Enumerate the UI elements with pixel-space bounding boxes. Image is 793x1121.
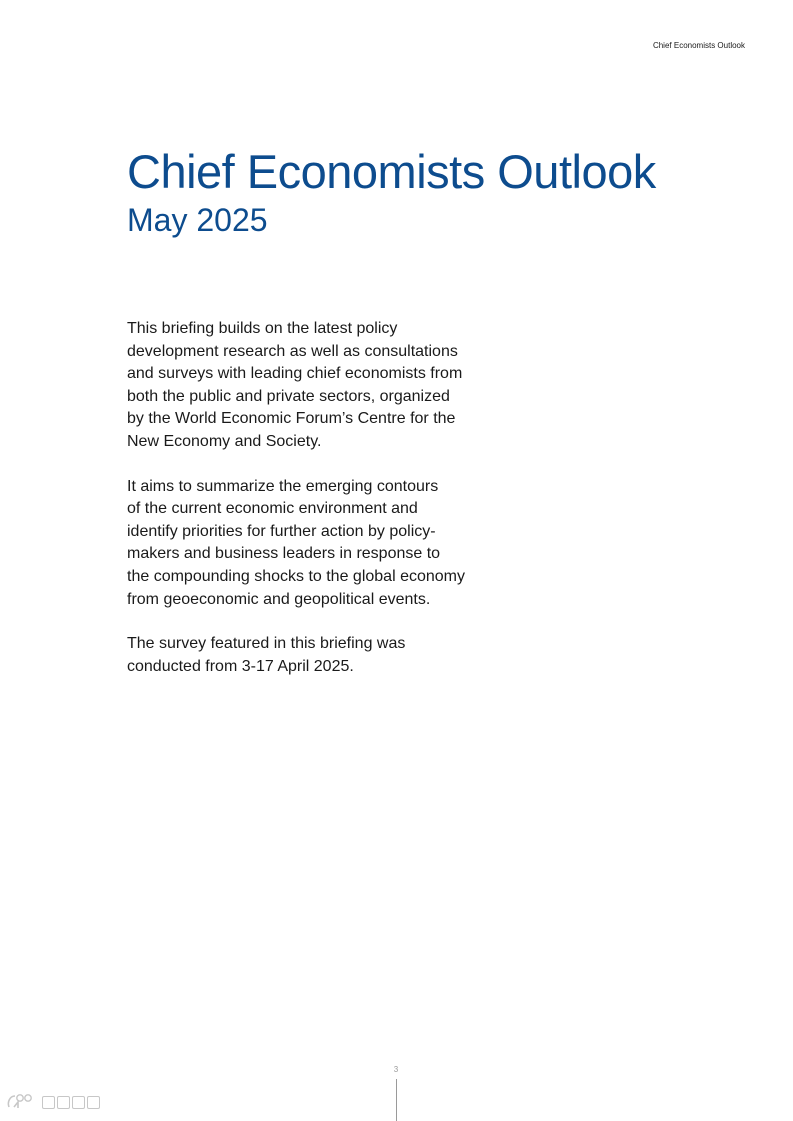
text-line: This briefing builds on the latest policy: [127, 320, 398, 337]
page-title: Chief Economists Outlook: [127, 145, 656, 198]
text-line: and surveys with leading chief economists from: [127, 365, 463, 383]
watermark-logo: [6, 1093, 102, 1111]
watermark-mark: [42, 1096, 102, 1109]
text-line: identify priorities for further action by policy-: [127, 522, 436, 540]
watermark-icon: [6, 1093, 36, 1111]
text-line: of the current economic environment and: [127, 500, 418, 518]
text-line: New Economy and Society.: [127, 432, 322, 450]
page-number: 3: [393, 1065, 399, 1074]
text-line: both the public and private sectors, organized: [127, 387, 450, 405]
text-line: conducted from 3-17 April 2025.: [127, 657, 354, 675]
text-line: The survey featured in this briefing was: [127, 635, 406, 653]
text-line: makers and business leaders in response to: [127, 545, 441, 563]
paragraph-aims: [127, 476, 499, 612]
paragraph-survey: [127, 633, 499, 678]
page-divider: [396, 1079, 397, 1121]
paragraph-intro: [127, 318, 499, 454]
page-subtitle: May 2025: [127, 202, 268, 238]
text-line: the compounding shocks to the global economy: [127, 567, 465, 585]
title-block: [127, 144, 747, 240]
running-header: Chief Economists Outlook: [652, 41, 745, 50]
text-line: by the World Economic Forum’s Centre for the: [127, 410, 456, 428]
text-line: development research as well as consultations: [127, 342, 458, 360]
body-text: [127, 318, 499, 700]
text-line: It aims to summarize the emerging contours: [127, 477, 439, 495]
text-line: from geoeconomic and geopolitical events.: [127, 590, 431, 608]
